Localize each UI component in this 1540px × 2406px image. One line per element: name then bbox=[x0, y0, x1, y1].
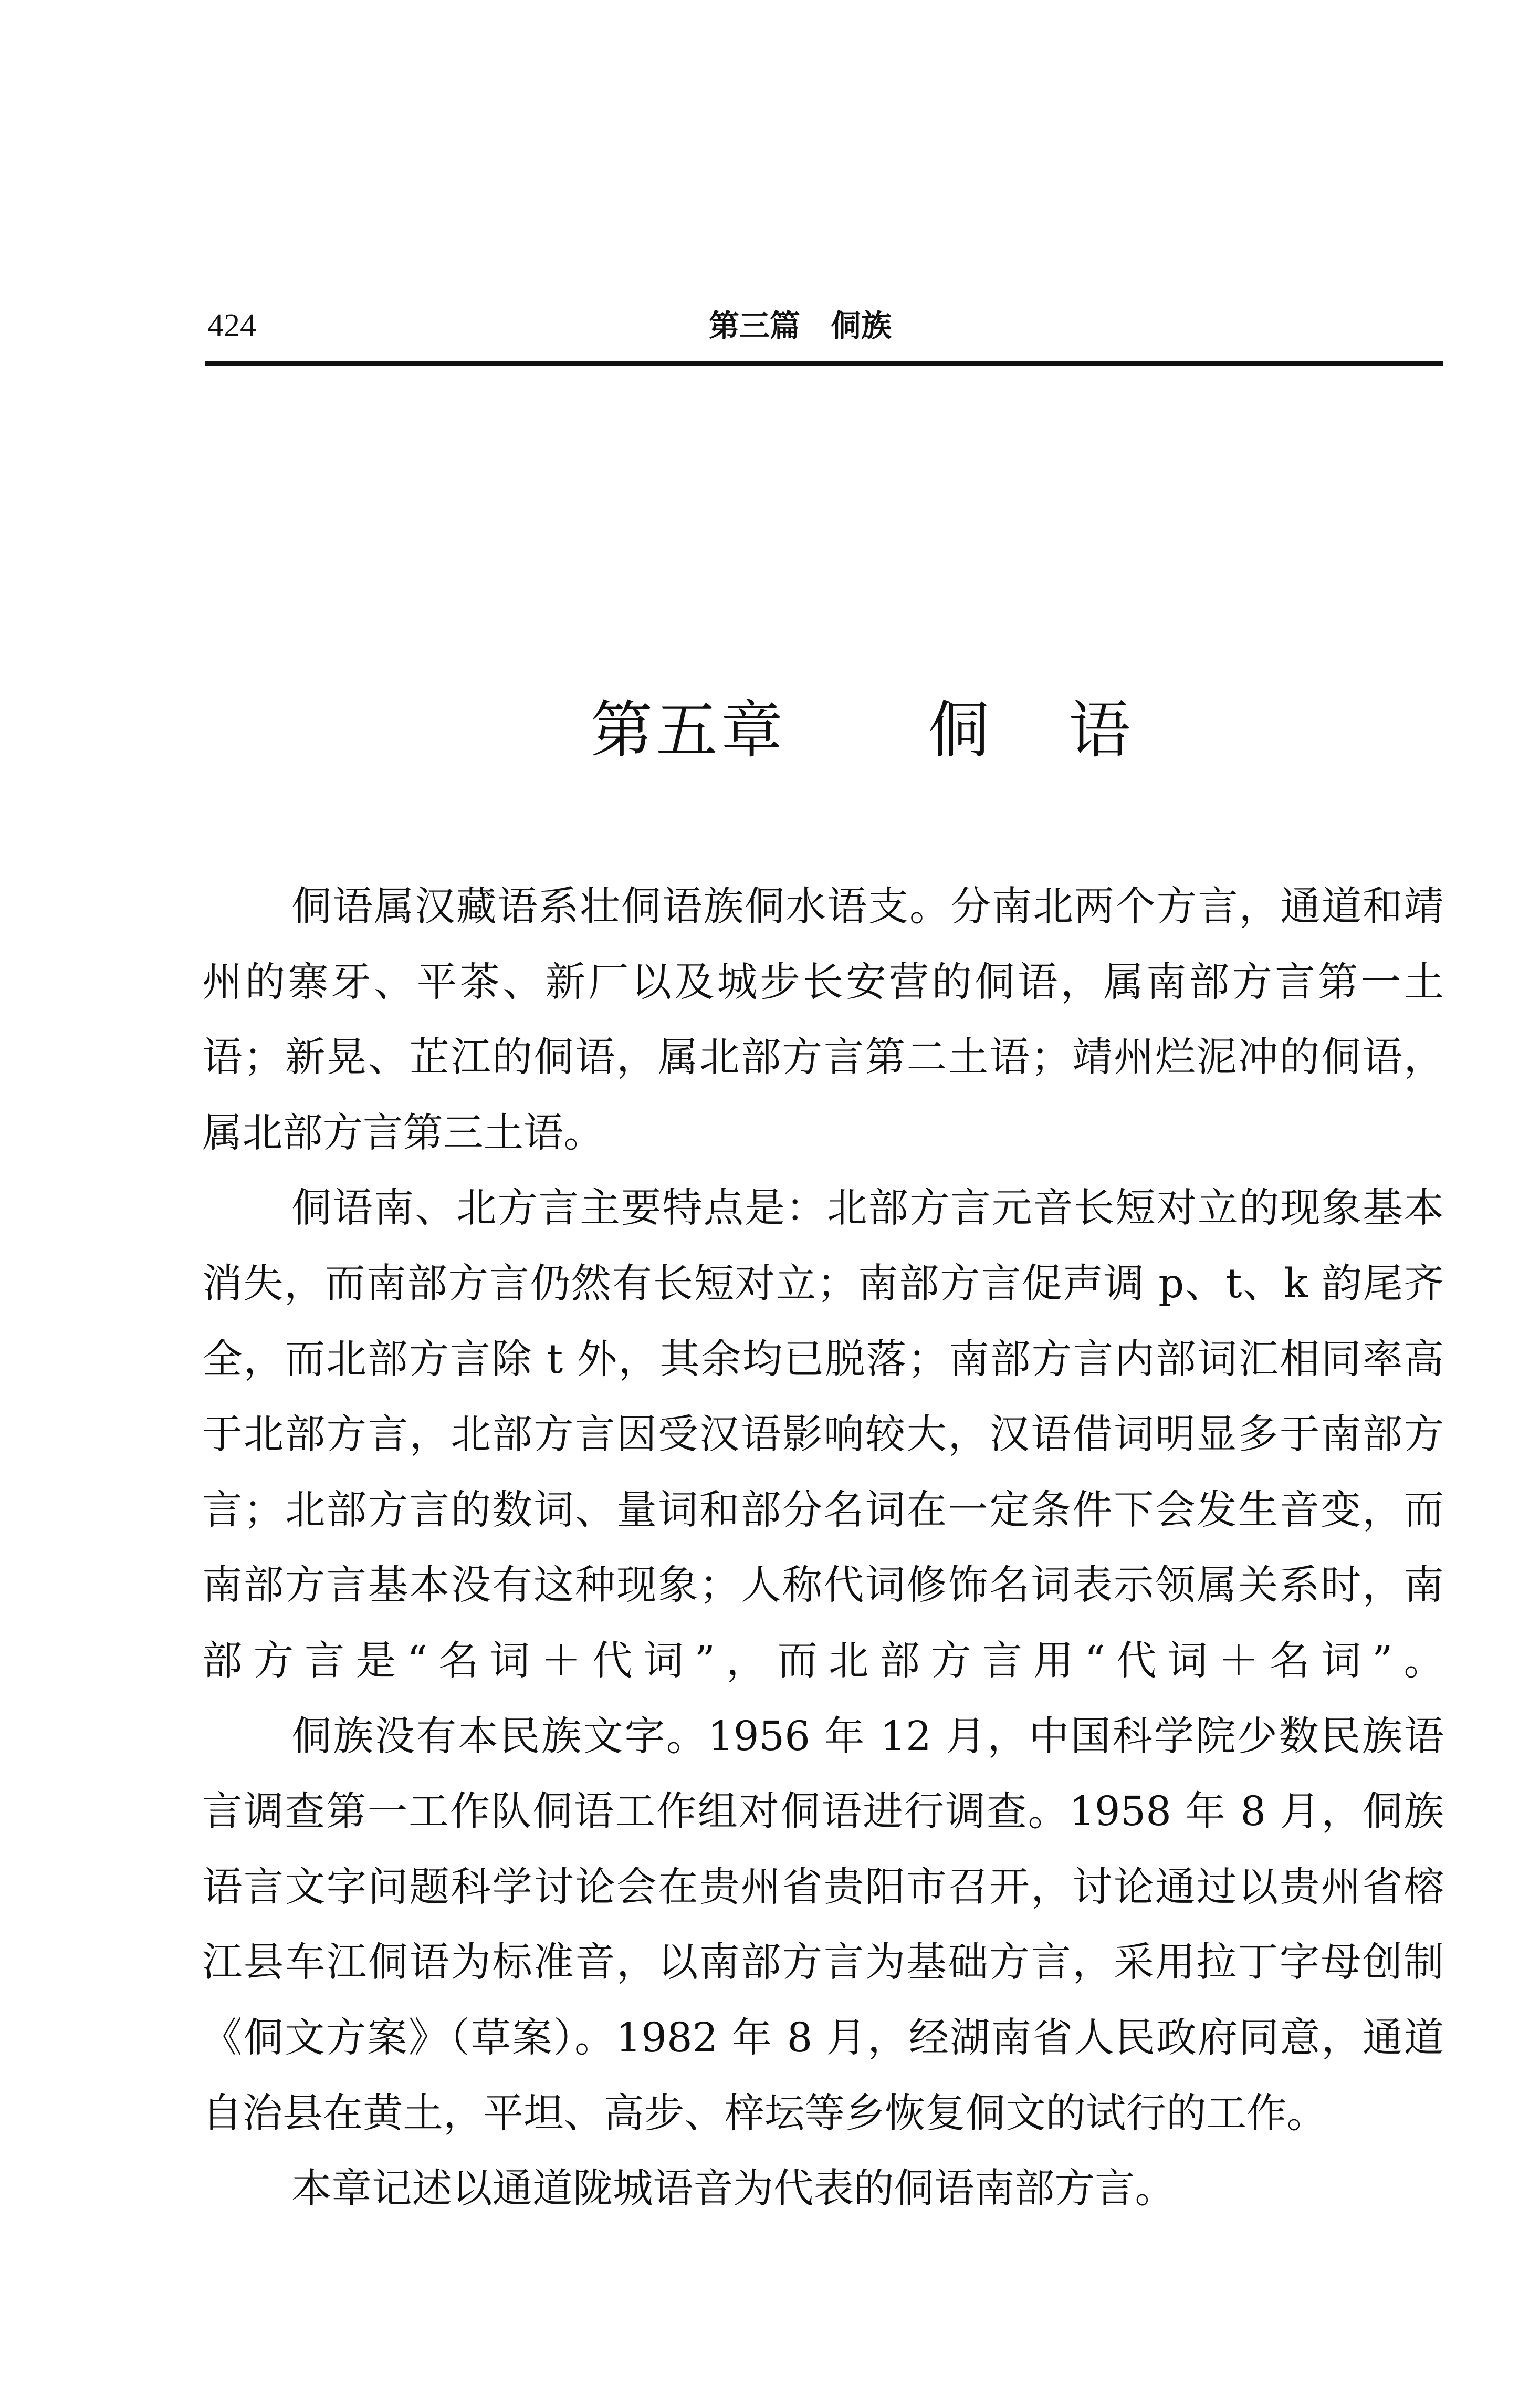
chapter-title bbox=[551, 604, 1209, 772]
paragraph-writing-system: 侗族没有本民族文字。1956 年 12 月，中国科学院少数民族语言调查第一工作队侗语工作组对侗语进行调查。1958 年 8 月，侗族语言文字问题科学讨论会在贵州省贵阳市召开，讨论通过以贵州省榕江县车江侗语为标准音，以南部方言为基础方言，采用拉丁字母创制《侗文方案》（草案）。1982 年 8 月，经湖南省人民政府同意，通道自治县在黄土，平坦、高步、梓坛等乡恢复侗文的试行的工作。 bbox=[202, 1713, 1444, 2137]
header-divider bbox=[205, 361, 1443, 366]
chapter-body bbox=[202, 869, 1444, 2227]
paragraph-features: 侗语南、北方言主要特点是：北部方言元音长短对立的现象基本消失，而南部方言仍然有长短对立；南部方言促声调 p、t、k 韵尾齐全，而北部方言除 t 外，其余均已脱落；南部方言内部词汇相同率高于北部方言，北部方言因受汉语影响较大，汉语借词明显多于南部方言；北部方言的数词、量词和部分名词在一定条件下会发生音变，而南部方言基本没有这种现象；人称代词修饰名词表示领属关系时，南部方言是“名词＋代词”，而北部方言用“代词＋名词”。 bbox=[202, 1185, 1444, 1684]
chapter-name: 侗语 bbox=[928, 694, 1210, 766]
paragraph-scope: 本章记述以通道陇城语音为代表的侗语南部方言。 bbox=[291, 2165, 1175, 2213]
running-head: 第三篇 侗族 bbox=[709, 308, 892, 343]
page-number: 424 bbox=[207, 308, 256, 343]
paragraph-dialects: 侗语属汉藏语系壮侗语族侗水语支。分南北两个方言，通道和靖州的寨牙、平茶、新厂以及城步长安营的侗语，属南部方言第一土语；新晃、芷江的侗语，属北部方言第二土语；靖州烂泥冲的侗语，属北部方言第三土语。 bbox=[202, 883, 1444, 1157]
chapter-number: 第五章 bbox=[591, 694, 787, 766]
